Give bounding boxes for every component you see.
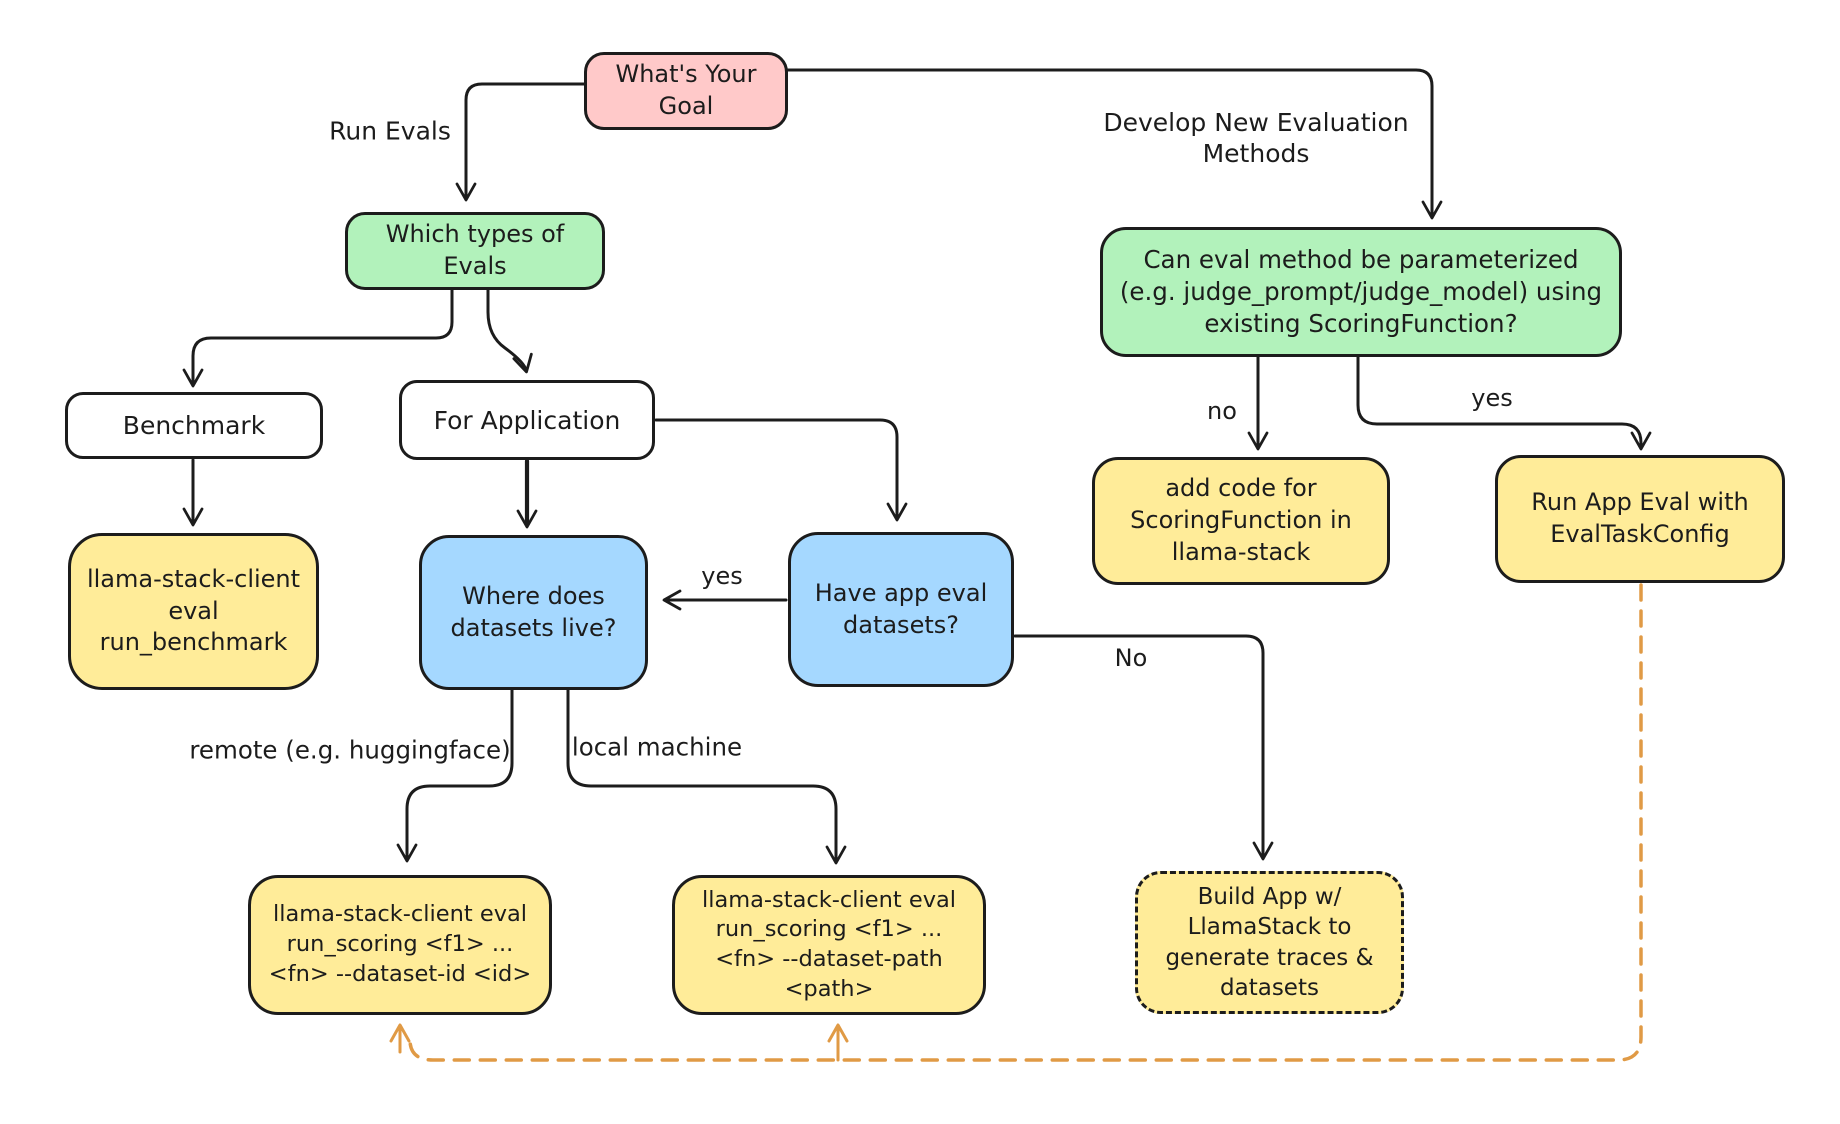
node-which-types-of-evals: Which types of Evals — [345, 212, 605, 290]
node-build-app-llamastack: Build App w/ LlamaStack to generate traces & datasets — [1135, 871, 1404, 1014]
node-benchmark: Benchmark — [65, 392, 323, 459]
node-add-code-scoringfunction: add code for ScoringFunction in llama-stack — [1092, 457, 1390, 585]
node-run-app-eval-evaltaskconfig: Run App Eval with EvalTaskConfig — [1495, 455, 1785, 583]
edge-label-no-parameterized: no — [1207, 397, 1237, 425]
edge-label-remote-huggingface: remote (e.g. huggingface) — [189, 735, 511, 765]
node-have-app-eval-datasets: Have app eval datasets? — [788, 532, 1014, 687]
edge-which-types-to-for-application — [488, 290, 526, 370]
edge-label-yes-have-datasets: yes — [701, 562, 743, 590]
edge-which-types-to-benchmark — [193, 290, 452, 384]
edge-label-develop-new-evaluation-methods: Develop New Evaluation Methods — [1103, 107, 1409, 168]
edge-where-to-scoring-path-local — [568, 690, 836, 861]
node-for-application: For Application — [399, 380, 655, 460]
node-where-does-datasets-live: Where does datasets live? — [419, 535, 648, 690]
node-whats-your-goal: What's Your Goal — [584, 52, 788, 130]
edge-goal-to-which-types — [466, 84, 584, 198]
edge-label-local-machine: local machine — [571, 732, 743, 762]
node-run-scoring-dataset-id: llama-stack-client eval run_scoring <f1> ... <fn> --dataset-id <id> — [248, 875, 552, 1015]
edge-for-application-to-have — [656, 420, 897, 518]
edge-label-no-have-datasets: No — [1114, 644, 1148, 672]
node-can-eval-method-be-parameterized: Can eval method be parameterized (e.g. judge_prompt/judge_model) using existing ScoringFunction? — [1100, 227, 1622, 357]
edge-label-run-evals: Run Evals — [329, 116, 451, 146]
edge-label-yes-parameterized: yes — [1471, 384, 1513, 412]
node-run-benchmark-command: llama-stack-client eval run_benchmark — [68, 533, 319, 690]
node-run-scoring-dataset-path: llama-stack-client eval run_scoring <f1> ... <fn> --dataset-path <path> — [672, 875, 986, 1015]
edge-where-to-scoring-id-remote — [407, 690, 512, 859]
